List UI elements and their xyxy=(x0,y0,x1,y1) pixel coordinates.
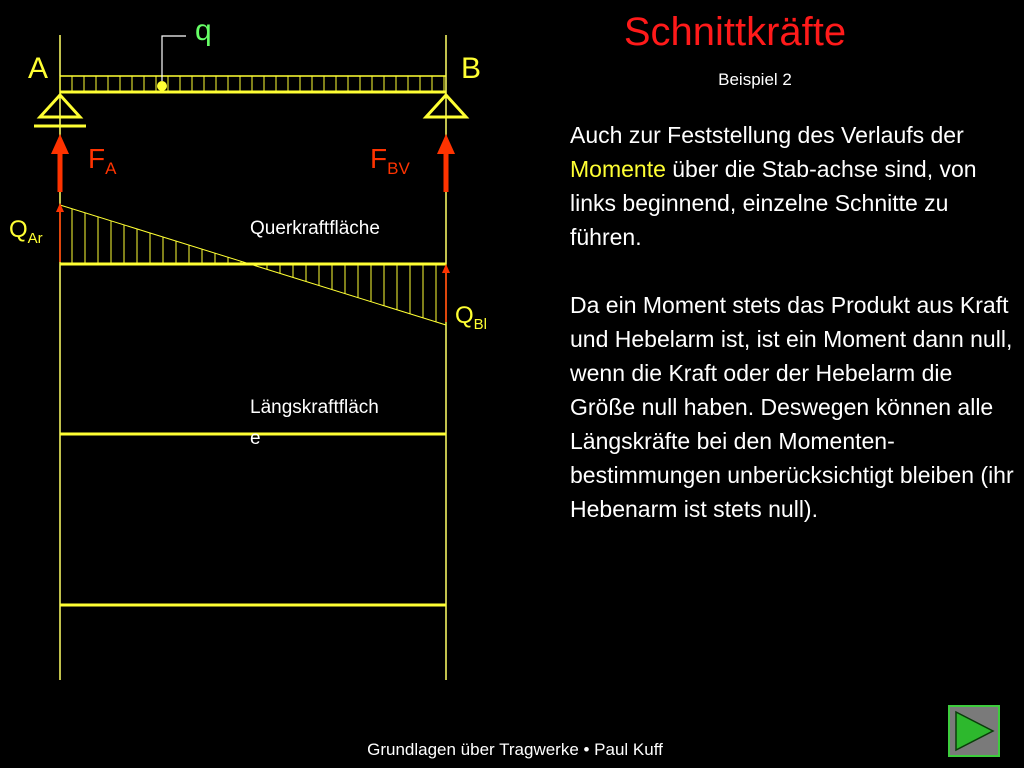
force-b-label: $F_{BV}$ xyxy=(370,143,410,178)
shear-left-arrow-icon xyxy=(56,203,64,262)
slide-title: Schnittkräfte xyxy=(623,10,847,54)
load-resultant-marker xyxy=(157,36,186,91)
paragraph-2: Da ein Moment stets das Produkt aus Kraft und Hebelarm ist, ist ein Moment dann null, wenn die Kraft oder der Hebelarm die Größe null haben. Deswegen können alle Längskräfte bei den Momenten-bestimmungen unberücksichtigt bleiben (ihr Hebenarm ist stets null). xyxy=(570,292,1014,522)
shear-left-label: $Q_{Ar}$ xyxy=(9,216,43,247)
play-triangle-icon xyxy=(950,707,998,755)
support-b-label: B xyxy=(461,52,482,85)
support-a-label: A xyxy=(28,52,49,85)
load-label: q xyxy=(195,14,212,47)
next-slide-button[interactable] xyxy=(948,705,1000,757)
slide-subtitle: Beispiel 2 xyxy=(718,70,792,89)
highlight-momente: Momente xyxy=(570,156,666,182)
shear-right-arrow-icon xyxy=(442,264,450,322)
paragraph-1: Auch zur Feststellung des Verlaufs der Momente über die Stab-achse sind, von links beginnend, einzelne Schnitte zu führen. xyxy=(570,122,977,250)
axial-area-label-line1: Längskraftfläch xyxy=(250,397,379,418)
shear-right-label: $Q_{Bl}$ xyxy=(455,302,488,333)
slide-footer: Grundlagen über Tragwerke • Paul Kuff xyxy=(367,740,663,759)
beam-diagram xyxy=(0,0,560,700)
shear-area-label: Querkraftfläche xyxy=(250,218,380,239)
distributed-load xyxy=(60,76,446,92)
axial-area-label-line2: e xyxy=(250,428,261,449)
force-a-arrow-icon xyxy=(51,134,69,192)
explanation-text xyxy=(570,118,1018,560)
force-a-label: $F_A$ xyxy=(88,143,117,178)
force-b-arrow-icon xyxy=(437,134,455,192)
